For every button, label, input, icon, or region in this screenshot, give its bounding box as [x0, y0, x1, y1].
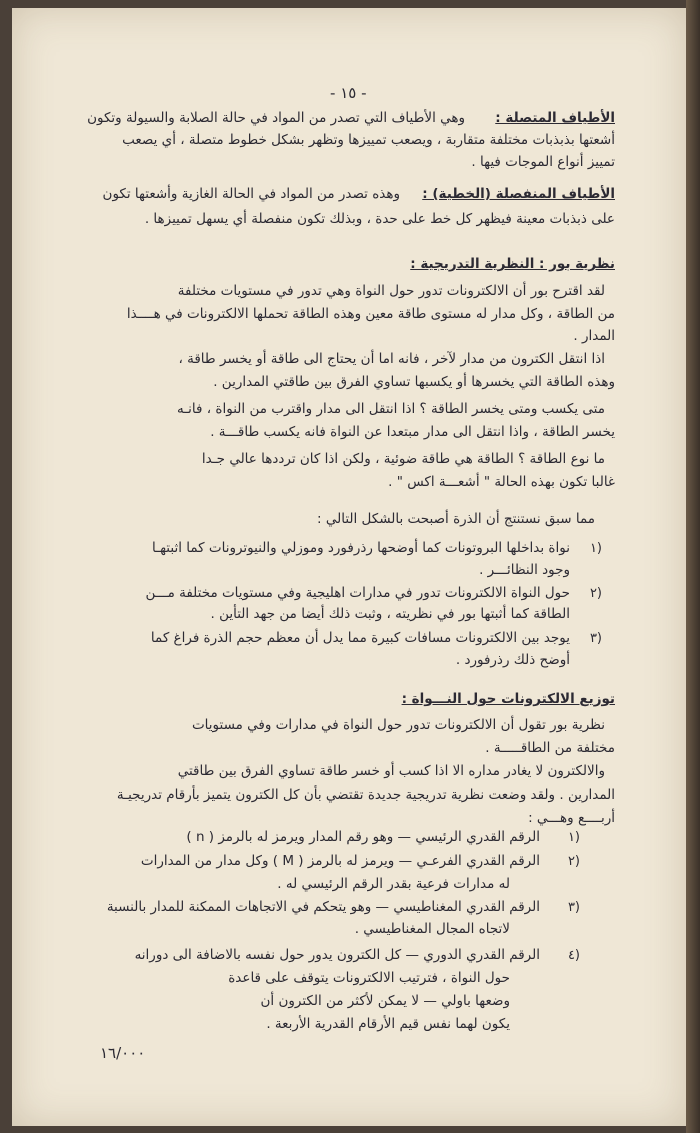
distribution-p1-line1: نظرية بور تقول أن الالكترونات تدور حول النواة في مدارات وفي مستويات	[191, 717, 605, 733]
bohr-heading: نظرية بور : النظرية التدريجية :	[410, 256, 615, 272]
dist-item2-line2: له مدارات فرعية بقدر الرقم الرئيسي له .	[277, 876, 510, 892]
bohr-conclusion-intro: مما سبق نستنتج أن الذرة أصبحت بالشكل التالي :	[317, 511, 595, 527]
bohr-item2-line1: حول النواة الالكترونات تدور في مدارات اهليجية وفي مستويات مختلفة مـــن	[145, 585, 570, 601]
distribution-p2-line3: أربــــع وهـــي :	[528, 810, 615, 826]
dist-item4-line4: يكون لهما نفس قيم الأرقام القدرية الأربعة .	[266, 1016, 510, 1032]
bohr-item3-number: ٣)	[589, 631, 602, 646]
dist-item4-number: ٤)	[567, 948, 580, 963]
solid-spectra-line1: وهي الأطياف التي تصدر من المواد في حالة الصلابة والسيولة وتكون	[87, 110, 465, 126]
dist-item1-line1: الرقم القدري الرئيسي — وهو رقم المدار ويرمز له بالرمز ( n )	[186, 829, 540, 845]
bohr-p1-line3: المدار .	[573, 328, 615, 344]
dist-item4-line1: الرقم القدري الدوري — كل الكترون يدور حول نفسه بالاضافة الى دورانه	[134, 947, 540, 963]
line-spectra-line1: وهذه تصدر من المواد في الحالة الغازية وأشعتها تكون	[102, 186, 400, 202]
line-spectra-heading: الأطياف المنفصلة (الخطية) :	[422, 186, 615, 202]
bohr-item1-line2: وجود النظائـــر .	[479, 562, 570, 578]
footer-code: ١٦/٠٠٠	[100, 1044, 146, 1062]
dist-item2-line1: الرقم القدري الفرعـي — ويرمز له بالرمز ( M ) وكل مدار من المدارات	[140, 853, 540, 869]
bohr-p4-line1: ما نوع الطاقة ؟ الطاقة هي طاقة ضوئية ، ولكن اذا كان ترددها عالي جـدا	[201, 451, 605, 467]
solid-spectra-line2: أشعتها بذبذبات مختلفة متقاربة ، ويصعب تمييزها وتظهر بشكل خطوط متصلة ، أي يصعب	[122, 132, 615, 148]
distribution-p2-line2: المدارين . ولقد وضعت نظرية تدريجية جديدة تقتضي بأن كل الكترون يتميز بأرقام تدريجيـة	[116, 787, 615, 803]
bohr-p1-line2: من الطاقة ، وكل مدار له مستوى طاقة معين وهذه الطاقة تحملها الالكترونات في هــــذا	[126, 306, 615, 322]
bohr-item2-number: ٢)	[589, 586, 602, 601]
bohr-p2-line2: وهذه الطاقة التي يخسرها أو يكسبها تساوي الفرق بين طاقتي المدارين .	[213, 374, 615, 390]
solid-spectra-heading: الأطياف المتصلة :	[495, 110, 615, 126]
bohr-item1-number: ١)	[589, 541, 602, 556]
dist-item3-number: ٣)	[567, 900, 580, 915]
dist-item2-number: ٢)	[567, 854, 580, 869]
bohr-item1-line1: نواة بداخلها البروتونات كما أوضحها رذرفورد وموزلي والنيوترونات كما اثبتهـا	[152, 540, 570, 556]
dist-item4-line2: حول النواة ، فترتيب الالكترونات يتوقف على قاعدة	[228, 970, 510, 986]
dist-item4-line3: وضعها باولي — لا يمكن لأكثر من الكترون أن	[260, 993, 510, 1009]
bohr-item3-line2: أوضح ذلك رذرفورد .	[455, 652, 570, 668]
distribution-heading: توزيع الالكترونات حول النـــواة :	[401, 691, 615, 707]
bohr-p3-line2: يخسر الطاقة ، واذا انتقل الى مدار مبتعدا عن النواة فانه يكسب طاقـــة .	[210, 424, 615, 440]
dist-item3-line2: لاتجاه المجال المغناطيسي .	[354, 921, 510, 937]
bohr-item2-line2: الطاقة كما أثبتها بور في نظريته ، وثبت ذلك أيضا من جهد التأين .	[210, 606, 570, 622]
solid-spectra-line3: تمييز أنواع الموجات فيها .	[471, 154, 615, 170]
bohr-p3-line1: متى يكسب ومتى يخسر الطاقة ؟ اذا انتقل الى مدار واقترب من النواة ، فانـه	[176, 401, 605, 417]
bohr-item3-line1: يوجد بين الالكترونات مسافات كبيرة مما يدل أن معظم حجم الذرة فراغ كما	[150, 630, 570, 646]
page-number: - ١٥ -	[330, 84, 367, 102]
line-spectra-line2: على ذبذبات معينة فيظهر كل خط على حدة ، وبذلك تكون منفصلة أي يسهل تمييزها .	[144, 211, 615, 227]
distribution-p1-line2: مختلفة من الطاقـــــة .	[485, 740, 615, 756]
bohr-p1-line1: لقد اقترح بور أن الالكترونات تدور حول النواة وهي تدور في مستويات مختلفة	[177, 283, 605, 299]
dist-item1-number: ١)	[567, 830, 580, 845]
distribution-p2-line1: والالكترون لا يغادر مداره الا اذا كسب أو خسر طاقة تساوي الفرق بين طاقتي	[177, 763, 605, 779]
dist-item3-line1: الرقم القدري المغناطيسي — وهو يتحكم في الاتجاهات الممكنة للمدار بالنسبة	[106, 899, 540, 915]
bohr-p4-line2: غالبا تكون بهذه الحالة " أشعـــة اكس " .	[388, 474, 615, 490]
bohr-p2-line1: اذا انتقل الكترون من مدار لآخر ، فانه اما أن يحتاج الى طاقة أو يخسر طاقة ،	[178, 351, 605, 367]
